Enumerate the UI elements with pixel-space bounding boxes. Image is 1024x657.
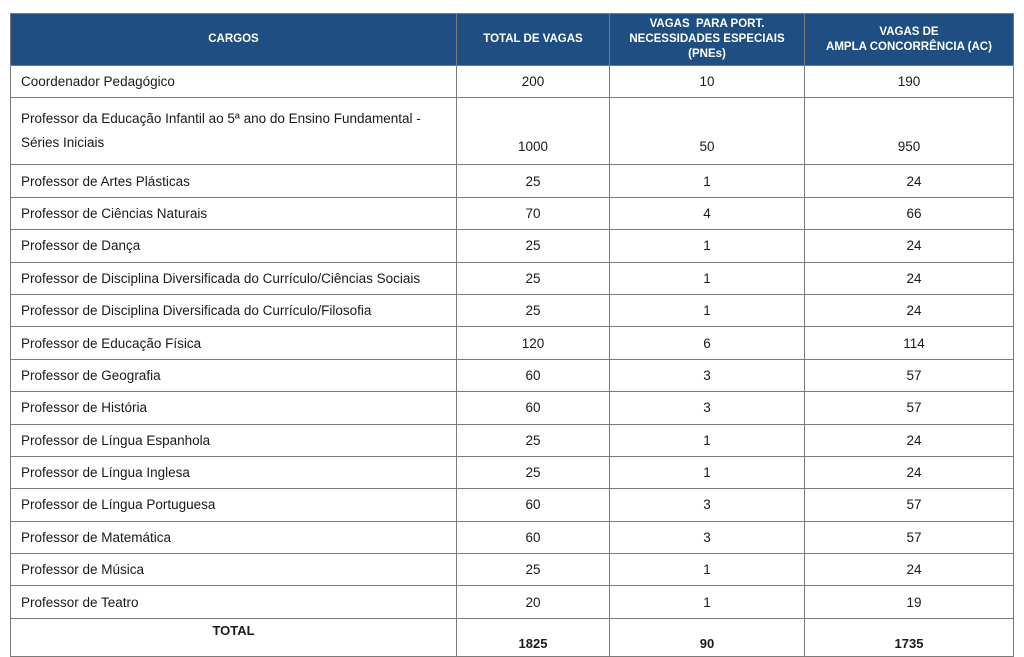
header-cargos: CARGOS [11, 14, 457, 66]
cargo-line2: Séries Iniciais [21, 135, 105, 151]
table-footer [11, 618, 1014, 656]
cargo-cell: Professor de Língua Portuguesa [11, 489, 457, 521]
cargo-cell: Professor de Educação Física [11, 327, 457, 359]
total-cell: 120 [457, 327, 610, 359]
pne-cell: 3 [610, 392, 805, 424]
total-cell: 20 [457, 586, 610, 618]
ac-cell: 24 [805, 424, 1014, 456]
table-row [11, 359, 1014, 391]
ac-cell: 24 [805, 294, 1014, 326]
pne-cell: 3 [610, 521, 805, 553]
pne-cell: 1 [610, 554, 805, 586]
total-label: TOTAL [11, 618, 457, 656]
pne-cell: 1 [610, 230, 805, 262]
total-cell: 1000 [457, 98, 610, 165]
table-body [11, 66, 1014, 619]
pne-cell: 3 [610, 359, 805, 391]
total-cell: 25 [457, 456, 610, 488]
pne-cell: 1 [610, 586, 805, 618]
pne-cell: 1 [610, 294, 805, 326]
total-cell: 25 [457, 424, 610, 456]
table-row [11, 98, 1014, 165]
table-row [11, 392, 1014, 424]
ac-cell: 24 [805, 165, 1014, 197]
header-ac-line1: VAGAS DE [879, 25, 939, 38]
table-row [11, 197, 1014, 229]
total-cell: 60 [457, 521, 610, 553]
table-row [11, 554, 1014, 586]
ac-cell: 57 [805, 489, 1014, 521]
header-vagas-ac [805, 14, 1014, 66]
table-row [11, 66, 1014, 98]
total-cell: 25 [457, 554, 610, 586]
pne-cell: 1 [610, 424, 805, 456]
table-row [11, 165, 1014, 197]
cargo-cell: Professor de Artes Plásticas [11, 165, 457, 197]
cargo-cell: Professor de Matemática [11, 521, 457, 553]
ac-cell: 57 [805, 521, 1014, 553]
cargo-cell: Professor de Ciências Naturais [11, 197, 457, 229]
table-row [11, 521, 1014, 553]
table-row [11, 230, 1014, 262]
ac-cell: 190 [805, 66, 1014, 98]
table-row [11, 424, 1014, 456]
cargo-cell: Professor de História [11, 392, 457, 424]
cargo-cell: Professor de Geografia [11, 359, 457, 391]
header-pne-line2: NECESSIDADES ESPECIAIS [629, 33, 785, 45]
pne-cell: 10 [610, 66, 805, 98]
total-pne-sum: 90 [610, 618, 805, 656]
total-cell: 60 [457, 489, 610, 521]
ac-cell: 57 [805, 392, 1014, 424]
table-row [11, 586, 1014, 618]
total-cell: 200 [457, 66, 610, 98]
ac-cell: 66 [805, 197, 1014, 229]
cargo-cell: Professor de Língua Espanhola [11, 424, 457, 456]
cargo-cell: Professor de Disciplina Diversificada do Currículo/Ciências Sociais [11, 262, 457, 294]
ac-cell: 24 [805, 230, 1014, 262]
ac-cell: 114 [805, 327, 1014, 359]
total-cell: 25 [457, 262, 610, 294]
ac-cell: 19 [805, 586, 1014, 618]
ac-cell: 950 [805, 98, 1014, 165]
pne-cell: 50 [610, 98, 805, 165]
cargo-cell [11, 98, 457, 165]
ac-cell: 57 [805, 359, 1014, 391]
header-pne-line3: (PNEs) [688, 48, 726, 60]
cargo-cell: Professor de Teatro [11, 586, 457, 618]
header-pne-line1: VAGAS PARA PORT. [649, 18, 765, 30]
table-row [11, 489, 1014, 521]
cargo-line1: Professor da Educação Infantil ao 5ª ano do Ensino Fundamental - [21, 111, 421, 127]
total-cell: 25 [457, 294, 610, 326]
pne-cell: 4 [610, 197, 805, 229]
header-vagas-pne [610, 14, 805, 66]
vagas-table [10, 13, 1014, 657]
cargo-cell: Professor de Dança [11, 230, 457, 262]
total-cell: 70 [457, 197, 610, 229]
cargo-cell: Professor de Música [11, 554, 457, 586]
ac-cell: 24 [805, 456, 1014, 488]
pne-cell: 1 [610, 262, 805, 294]
table-header [11, 14, 1014, 66]
pne-cell: 1 [610, 456, 805, 488]
header-ac-line2: AMPLA CONCORRÊNCIA (AC) [826, 40, 992, 53]
total-ac-sum: 1735 [805, 618, 1014, 656]
table-row [11, 456, 1014, 488]
ac-cell: 24 [805, 262, 1014, 294]
total-vagas-sum: 1825 [457, 618, 610, 656]
table-row [11, 262, 1014, 294]
header-row [11, 14, 1014, 66]
table-row [11, 327, 1014, 359]
total-cell: 25 [457, 230, 610, 262]
ac-cell: 24 [805, 554, 1014, 586]
pne-cell: 6 [610, 327, 805, 359]
pne-cell: 3 [610, 489, 805, 521]
total-cell: 60 [457, 392, 610, 424]
cargo-cell: Professor de Disciplina Diversificada do Currículo/Filosofia [11, 294, 457, 326]
total-cell: 25 [457, 165, 610, 197]
total-cell: 60 [457, 359, 610, 391]
total-row [11, 618, 1014, 656]
cargo-cell: Professor de Língua Inglesa [11, 456, 457, 488]
pne-cell: 1 [610, 165, 805, 197]
table-row [11, 294, 1014, 326]
cargo-cell: Coordenador Pedagógico [11, 66, 457, 98]
header-total-vagas: TOTAL DE VAGAS [457, 14, 610, 66]
